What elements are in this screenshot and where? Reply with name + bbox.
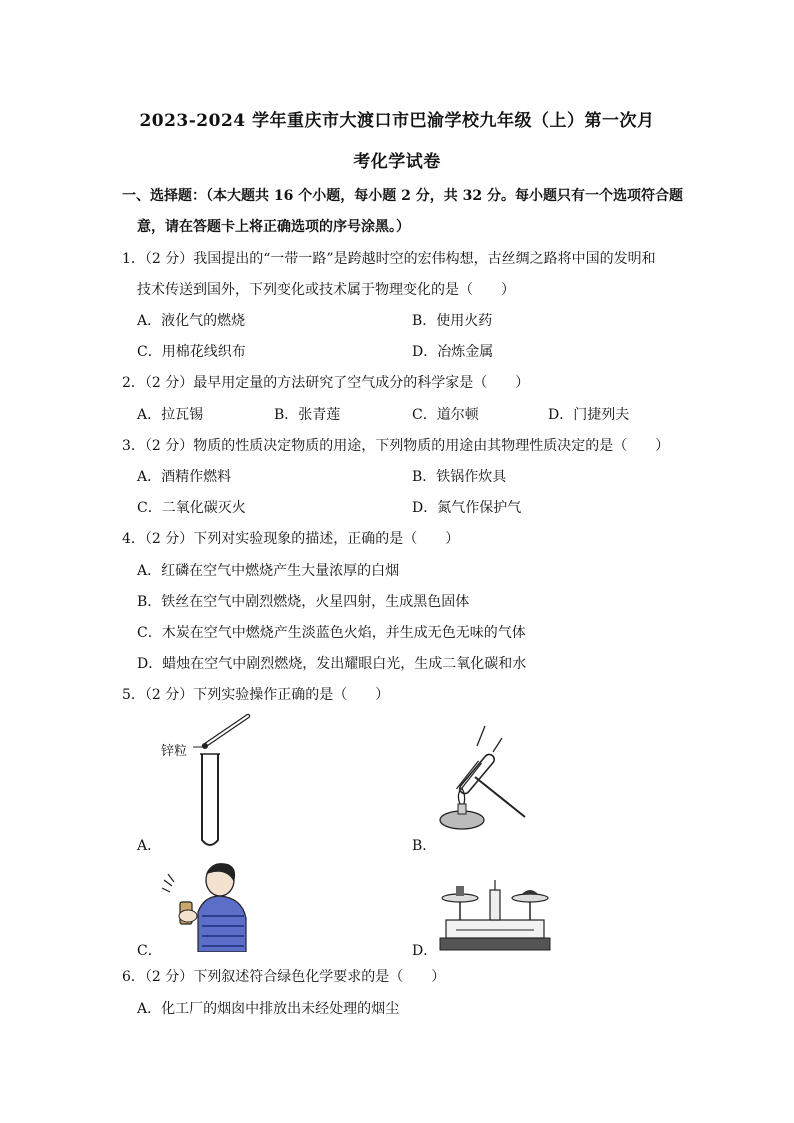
page-title-line-2: 考化学试卷 [353,152,441,172]
question-1-option-c: C．用棉花线织布 [137,344,246,360]
question-6-stem: 6．（2 分）下列叙述符合绿色化学要求的是（ ） [122,969,446,985]
question-2-option-c: C．道尔顿 [412,407,479,423]
figure-c-person-with-bottle [158,856,254,952]
question-5-option-a: A． [137,838,162,854]
question-1-option-b: B．使用火药 [412,313,493,329]
question-5-stem: 5．（2 分）下列实验操作正确的是（ ） [122,687,390,703]
section-heading-line-2: 意，请在答题卡上将正确选项的序号涂黑。） [137,219,410,235]
question-3-stem: 3．（2 分）物质的性质决定物质的用途，下列物质的用途由其物理性质决定的是（ ） [122,438,670,454]
question-1-option-a: A．液化气的燃烧 [137,313,246,329]
figure-d-balance [436,876,554,952]
question-4-option-b: B．铁丝在空气中剧烈燃烧，火星四射，生成黑色固体 [137,594,470,610]
question-1-option-d: D．冶炼金属 [412,344,494,360]
question-1-stem: 1．（2 分）我国提出的“一带一路”是跨越时空的宏伟构想，古丝绸之路将中国的发明和 [122,251,656,267]
question-2-option-b: B．张青莲 [274,407,341,423]
question-2-option-a: A．拉瓦锡 [137,407,204,423]
question-4-stem: 4．（2 分）下列对实验现象的描述，正确的是（ ） [122,531,460,547]
figure-b-heating-test-tube [430,722,540,840]
question-1-stem-cont: 技术传送到国外，下列变化或技术属于物理变化的是（ ） [137,282,515,298]
question-3-option-b: B．铁锅作炊具 [412,469,507,485]
question-5-option-c: C． [137,943,162,959]
question-2-option-d: D．门捷列夫 [548,407,630,423]
question-5-option-d: D． [412,943,438,959]
question-3-option-c: C．二氧化碳灭火 [137,500,246,516]
question-4-option-a: A．红磷在空气中燃烧产生大量浓厚的白烟 [137,563,400,579]
question-6-option-a: A．化工厂的烟囱中排放出未经处理的烟尘 [137,1001,400,1017]
question-3-option-d: D．氮气作保护气 [412,500,522,516]
question-3-option-a: A．酒精作燃料 [137,469,232,485]
page-title-line-1: 2023-2024 学年重庆市大渡口市巴渝学校九年级（上）第一次月 [139,111,655,131]
question-2-stem: 2．（2 分）最早用定量的方法研究了空气成分的科学家是（ ） [122,375,530,391]
question-4-option-d: D．蜡烛在空气中剧烈燃烧，发出耀眼白光，生成二氧化碳和水 [137,656,527,672]
figure-a-zinc-label: 锌粒 [161,744,188,759]
question-4-option-c: C．木炭在空气中燃烧产生淡蓝色火焰，并生成无色无味的气体 [137,625,526,641]
question-5-option-b: B． [412,838,437,854]
section-heading-line-1: 一、选择题：（本大题共 16 个小题，每小题 2 分，共 32 分。每小题只有一个选项符合题 [122,188,683,204]
figure-a-zinc-test-tube [160,712,260,852]
